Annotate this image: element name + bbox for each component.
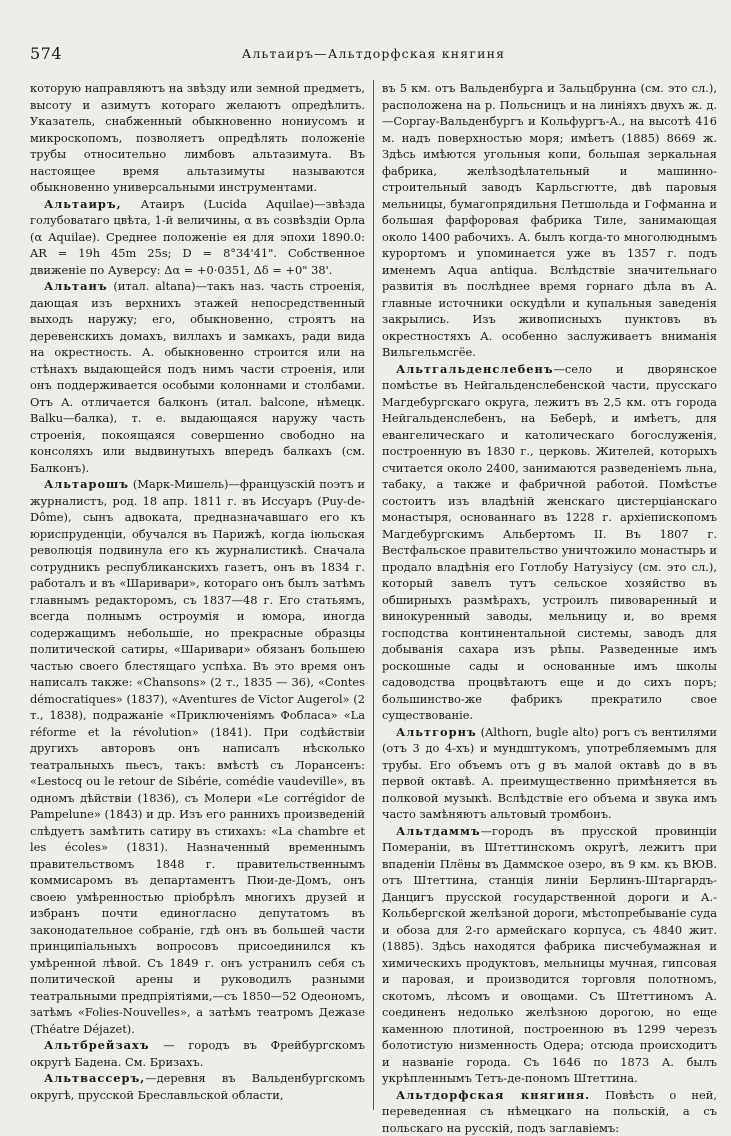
entry-altdamm xyxy=(382,823,717,1087)
entry-headword: Альтдаммъ xyxy=(396,824,481,838)
entry-headword: Альтаиръ, xyxy=(44,197,122,211)
entry-text: Повѣсть о ней, переведенная съ нѣмецкаго на польскій, а съ польскаго на русскій, подъ заглавіемъ: xyxy=(382,1088,717,1135)
entry-altaroche xyxy=(30,476,365,1037)
entry-altan xyxy=(30,278,365,476)
right-column xyxy=(374,80,717,1110)
left-intro-paragraph: которую направляютъ на звѣзду или земной предметъ, высоту и азимутъ котораго желаютъ опредѣлить. Указатель, снабженный обыкновенно нониусомъ и микроскопомъ, позволяетъ опредѣлять положеніе трубы относительно лимбовъ альтазимута. Въ настоящее время альтазимуты называются обыкновенно универсальными инструментами. xyxy=(30,80,365,196)
entry-text: (Althorn, bugle alto) рогъ съ вентилями (отъ 3 до 4-хъ) и мундштукомъ, употребляемымъ для трубы. Его объемъ отъ g въ малой октавѣ до в въ первой октавѣ. А. преимущественно примѣняется въ полковой музыкѣ. Вслѣдствіе его объема и звука имъ часто замѣняютъ альтовый тромбонъ. xyxy=(382,725,717,822)
entry-text: Атаиръ (Lucida Aquilae)—звѣзда голубоватаго цвѣта, 1-й величины, α въ созвѣздіи Орла (α Aquilae). Среднее положеніе ея для эпохи 1890.0: AR = 19h 45m 25s; D = 8°34'41". Собственное движеніе по Ауверсу: Δα = +0·0351, Δδ = +0" 38'. xyxy=(30,197,365,277)
entry-headword: Альтгорнъ xyxy=(396,725,477,739)
entry-headword: Альтбрейзахъ xyxy=(44,1038,150,1052)
entry-headword: Альтанъ xyxy=(44,279,108,293)
entry-altair xyxy=(30,196,365,279)
entry-text: (итал. altana)—такъ наз. часть строенія, дающая изъ верхнихъ этажей непосредственный выходъ наружу; его, обыкновенно, строятъ на деревенскихъ домахъ, виллахъ и замкахъ, ради вида на окрестность. А. обыкновенно строится или на стѣнахъ выдающейся подъ нимъ части строенія, или онъ поддерживается особыми колоннами и столбами. Отъ А. отличается балконъ (итал. balcone, нѣмецк. Balku—балка), т. е. выдающаяся наружу часть строенія, покоящаяся совершенно свободно на консоляхъ или выдвинутыхъ впередъ балкахъ (см. Балконъ). xyxy=(30,279,365,475)
entry-headword: Альтвассеръ, xyxy=(44,1071,145,1085)
entry-altwasser xyxy=(30,1070,365,1103)
entry-altdorf-princess xyxy=(382,1087,717,1136)
entry-headword: Альтгальденслебенъ xyxy=(396,362,554,376)
entry-altbreisach xyxy=(30,1037,365,1070)
entry-headword: Альтарошъ xyxy=(44,477,129,491)
entry-althaldensleben xyxy=(382,361,717,724)
entry-text: (Марк-Мишель)—французскій поэтъ и журналистъ, род. 18 апр. 1811 г. въ Иссуаръ (Puy-de-Dôme), сынъ адвоката, предназначавшаго его къ юриспруденціи, обучался въ Парижѣ, когда іюльская революція подвинула его къ журналистикѣ. Сначала сотрудникъ республиканскихъ газетъ, онъ въ 1834 г. работалъ и въ «Шаривари», котораго онъ былъ затѣмъ главнымъ редакторомъ, съ 1837—48 г. Его статьямъ, всегда полнымъ остроумія и юмора, иногда содержащимъ небольшіе, но прекрасные образцы политической сатиры, «Шаривари» обязанъ большею частью своего блестящаго успѣха. Въ это время онъ написалъ также: «Chansons» (2 т., 1835 — 36), «Contes démocratiques» (1837), «Aventures de Victor Augerol» (2 т., 1838), подражаніе «Приключеніямъ Фобласа» «La réforme et la révolution» (1841). При содѣйствіи другихъ авторовъ онъ написалъ нѣсколько театральныхъ пьесъ, такъ: вмѣстѣ съ Лорансенъ: «Lestocq ou le retour de Sibérie, comédie vaudeville», въ одномъ дѣйствіи (1836), съ Молери «Le corrégidor de Pampelune» (1843) и др. Изъ его раннихъ произведеній слѣдуетъ замѣтить сатиру въ стихахъ: «La chambre et les écoles» (1831). Назначенный временнымъ правительствомъ 1848 г. правительственнымъ коммисаромъ въ департаментъ Пюи-де-Домъ, онъ своею умѣренностью пріобрѣлъ многихъ друзей и избранъ почти единогласно депутатомъ въ законодательное собраніе, гдѣ онъ въ большей части принципіальныхъ вопросовъ присоединился къ умѣренной лѣвой. Съ 1849 г. онъ устранилъ себя съ политической арены и руководилъ разными театральными предпріятіями,—съ 1850—52 Одеономъ, затѣмъ «Folies-Nouvelles», а затѣмъ театромъ Дежазе (Théatre Déjazet). xyxy=(30,477,365,1036)
left-column xyxy=(30,80,373,1110)
entry-headword: Альтдорфская княгиня. xyxy=(396,1088,590,1102)
right-intro-paragraph: въ 5 км. отъ Вальденбурга и Зальцбрунна (см. это сл.), расположена на р. Польсницъ и на линіяхъ двухъ ж. д.—Соргау-Вальденбургъ и Кольфургъ-А., на высотѣ 416 м. надъ поверхностью моря; имѣетъ (1885) 8669 ж. Здѣсь имѣются угольныя копи, большая зеркальная фабрика, желѣзодѣлательный и машинно-строительный заводъ Карльсгютте, двѣ паровыя мельницы, бумагопрядильня Петшольда и Гофманна и большая фарфоровая фабрика Тиле, занимающая около 1400 рабочихъ. А. былъ когда-то многолюднымъ курортомъ и упоминается уже въ 1357 г. подъ именемъ Aqua antiqua. Вслѣдствіе значительнаго развитія въ послѣднее время горнаго дѣла въ А. главные источники оскудѣли и купальныя заведенія закрылись. Изъ живописныхъ пунктовъ въ окрестностяхъ А. особенно заслуживаетъ вниманія Вильгельмсгёе. xyxy=(382,80,717,361)
entry-text: — городъ въ Фрейбургскомъ округѣ Бадена. См. Бризахъ. xyxy=(30,1038,365,1069)
entry-text: —деревня въ Вальденбургскомъ округѣ, прусской Бреславльской области, xyxy=(30,1071,365,1102)
running-title: Альтаиръ—Альтдорфская княгиня xyxy=(30,46,717,61)
entry-text: —городъ въ прусской провинціи Помераніи, въ Штеттинскомъ округѣ, лежитъ при впаденіи Плёны въ Даммское озеро, въ 9 км. къ ВЮВ. отъ Штеттина, станція линіи Берлинъ-Штаргардъ-Данцигъ прусской государственной дороги и А.-Кольбергской желѣзной дороги, мѣстопребываніе суда и обоза для 2-го армейскаго корпуса, съ 4840 жит. (1885). Здѣсь находятся фабрика писчебумажная и химическихъ продуктовъ, мельницы мучная, гипсовая и паровая, и производится торговля полотномъ, скотомъ, лѣсомъ и овощами. Съ Штеттиномъ А. соединенъ недолько желѣзною дорогою, но еще каменною плотиной, построенною въ 1299 черезъ болотистую низменность Одера; отсюда происходитъ и названіе города. Съ 1646 по 1873 А. былъ укрѣпленнымъ Тетъ-де-пономъ Штеттина. xyxy=(382,824,717,1086)
entry-althorn xyxy=(382,724,717,823)
page-header xyxy=(30,44,717,66)
entry-text: —село и дворянское помѣстье въ Нейгальденслебенской части, прусскаго Магдебургскаго округа, лежитъ въ 2,5 км. отъ города Нейгальденслебенъ, на Беберѣ, и имѣетъ, для евангелическаго и католическаго богослуженія, построенную въ 1830 г., церковь. Жителей, которыхъ считается около 2400, занимаются разведеніемъ льна, табаку, а также и фабричной работой. Помѣстье состоитъ изъ владѣній женскаго цистерціанскаго монастыря, основаннаго въ 1228 г. архіепископомъ Магдебургскимъ Альбертомъ II. Въ 1807 г. Вестфальское правительство уничтожило монастырь и продало владѣнія его Готлобу Натузіусу (см. это сл.), который завелъ тутъ сельское хозяйство въ обширныхъ размѣрахъ, устроилъ пивоваренный и винокуренный заводы, мельницу и, во время господства континентальной системы, заводъ для добыванія сахара изъ рѣпы. Разведенные имъ роскошные сады и основанные имъ школы садоводства процвѣтаютъ еще и до сихъ поръ; большинство-же фабрикъ прекратило свое существованіе. xyxy=(382,362,717,723)
text-columns xyxy=(30,80,717,1113)
page-number: 574 xyxy=(30,44,62,63)
